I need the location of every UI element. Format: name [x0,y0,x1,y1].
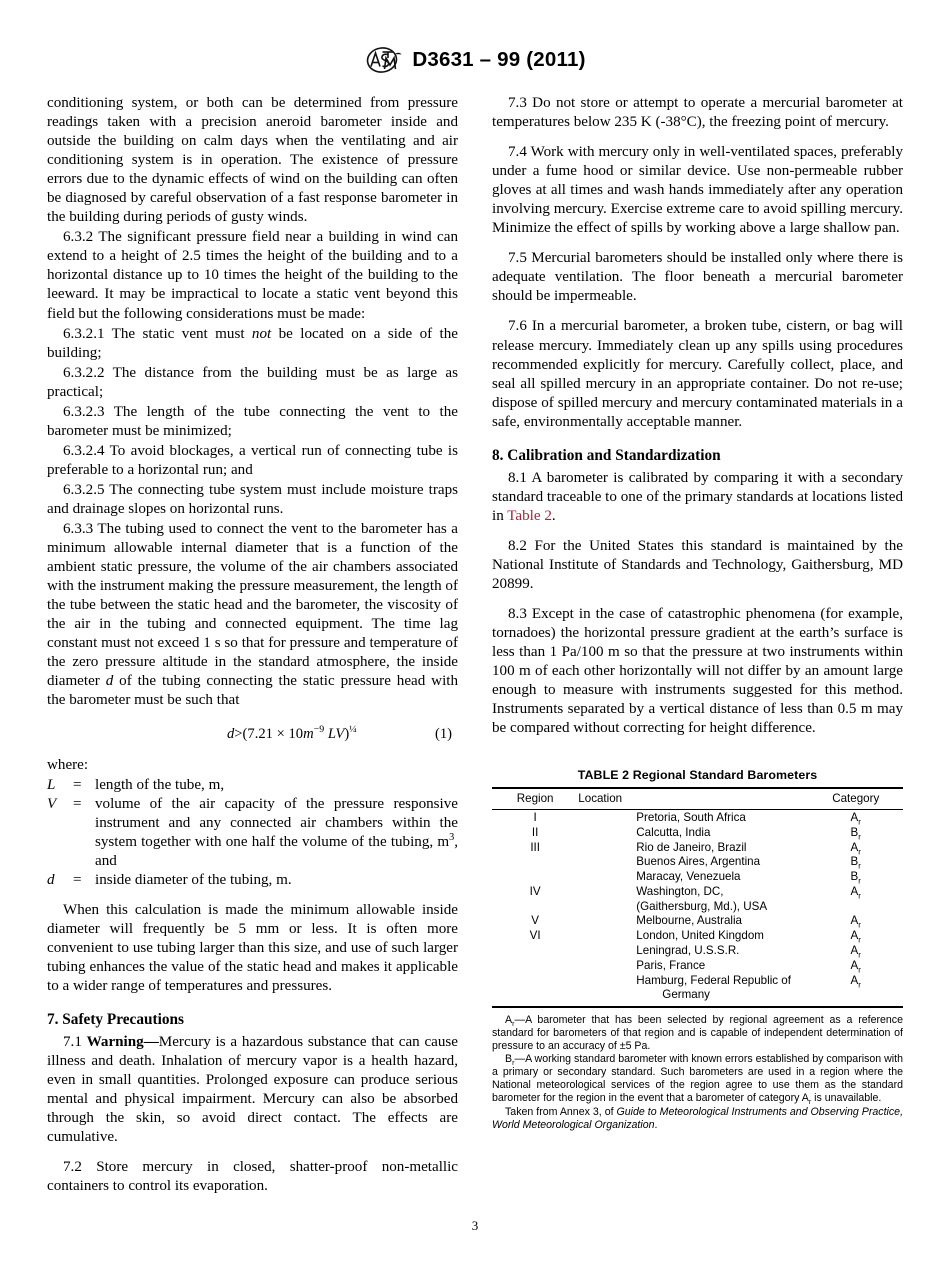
footnote-a [492,1014,903,1053]
cell-category [808,943,903,958]
cell-region: VI [529,929,541,943]
footnote-source-text-1: Taken from Annex 3, of [505,1105,617,1118]
category-letter: A [850,884,859,898]
cell-region: I [533,810,537,824]
footnote-a-text: —A barometer that has been selected by regional agreement as a reference standard for barometers of that region and is capable of independent determination of pressure to an accuracy of ±5 Pa. [492,1013,903,1053]
footnote-b-text-2: is unavailable. [811,1092,882,1105]
category-letter: B [850,825,859,839]
paragraph-8-3: 8.3 Except in the case of catastrophic phenomena (for example, tornadoes) the horizontal pressure gradient at the earth’s surface is less than 1 Pa/100 m so that the pressure at two instruments within 100 m of each other horizontally will not differ by an amount large enough to measure with instruments suggested for this method. Instruments separated by a vertical distance of less than 0.5 m may be compared without correcting for height difference. [492,606,903,737]
definition-row [47,871,458,890]
cell-region: IV [529,884,541,898]
cell-location: Buenos Aires, Argentina [636,855,761,869]
footnote-source-title: Guide to Meteorological Instruments and Observing Practice, World Meteorological Organization [492,1105,904,1131]
cell-location: Maracay, Venezuela [636,870,741,884]
category-letter: A [850,840,859,854]
footnote-b-symbol: B [505,1053,513,1066]
footnote-source [492,1106,903,1132]
paragraph-when-calculation: When this calculation is made the minimum allowable inside diameter will frequently be 5 mm or less. It is often more convenient to use tubing larger than this size, and use of such larger tubing enhances the value of the static head and makes it applicable to a wider range of temperatures and pressures. [47,901,458,995]
table-row [492,943,903,958]
category-subscript: r [858,920,861,930]
page-title: D3631 – 99 (2011) [412,48,586,71]
definition-equals: = [73,795,82,812]
p-633-symbol-d: d [105,673,114,690]
table-row [492,973,903,988]
category-letter: B [850,855,859,869]
equation-open-paren: ( [242,725,248,742]
table-row [492,840,903,855]
table-2-link[interactable]: Table 2 [507,507,552,524]
cell-category [808,884,903,899]
paragraph-7-6: 7.6 In a mercurial barometer, a broken tube, cistern, or bag will release mercury. Immediately clean up any spills using procedures recommended explicitly for mercury. Carefully collect, place, and seal all spilled mercury in an appropriate container. Do not re-use; dispose of spilled mercury and mercury contaminated materials in a safe, environmentally acceptable manner. [492,318,903,430]
table-row-continuation [492,988,903,1007]
cell-location: Leningrad, U.S.S.R. [636,943,740,957]
category-subscript: r [858,832,861,842]
cell-region [492,869,578,884]
paragraph-7-4: 7.4 Work with mercury only in well-ventilated spaces, preferably under a fume hood or similar device. Use non-permeable rubber gloves at all times and wash hands immediately after any operation involving mercury. Exercise extreme care to avoid spilling mercury. Minimize the effect of spills by working above a large shallow pan. [492,144,903,237]
equation-exponent: −9 [313,723,325,735]
p-6321-part-b: be located on a side of the building; [47,325,458,361]
where-label: where: [47,756,89,773]
category-letter: A [850,958,859,972]
paragraph-6-3-2-4: 6.3.2.4 To avoid blockages, a vertical run of connecting tube is preferable to a horizontal run; and [47,442,458,478]
cell-region [492,988,578,1007]
footnote-b-subscript: r [512,1058,515,1068]
p-81-part-a: 8.1 A barometer is calibrated by comparing it with a secondary standard traceable to one of the primary standards at locations listed in [492,469,903,524]
category-letter: A [850,810,859,824]
equation-close-paren: ) [344,725,350,742]
cell-category [808,840,903,855]
equation-coefficient: 7.21 [247,725,273,742]
category-letter: A [850,914,859,928]
column-header-region: Region [492,788,578,810]
paragraph-6-3-2-1 [47,325,458,363]
p-6321-emphasis: not [251,325,272,342]
equation-expression [227,724,357,744]
table-row [492,869,903,884]
equation-lhs: d [227,725,235,742]
paragraph-6-3-2: 6.3.2 The significant pressure field near a building in wind can extend to a height of 2.5 times the height of the building and to a horizontal distance up to 10 times the height of the building to the leeward. It may be impractical to locate a static vent beyond this field but the following considerations must be made: [47,229,458,322]
table-2 [492,787,903,1008]
heading-section-8: 8. Calibration and Standardization [492,446,721,464]
table-2-body [492,810,903,1007]
cell-location: Calcutta, India [636,825,711,839]
cell-region [492,855,578,870]
footnote-b [492,1053,903,1105]
heading-section-7: 7. Safety Precautions [47,1011,184,1029]
definition-row [47,776,458,795]
category-subscript: r [858,891,861,901]
definition-row [47,795,458,871]
cell-category [808,899,903,914]
paragraph-6-3-2-5: 6.3.2.5 The connecting tube system must include moisture traps and drainage slopes on horizontal runs. [47,481,458,517]
p-633-part-b: of the tubing connecting the static pressure head with the barometer must be such that [47,673,458,709]
definition-symbol: V [47,795,57,812]
definition-text: inside diameter of the tubing, m. [95,871,292,888]
category-subscript: r [858,935,861,945]
cell-region [492,958,578,973]
table-row [492,958,903,973]
cubic-exponent: 3 [449,831,455,843]
paragraph-7-3: 7.3 Do not store or attempt to operate a mercurial barometer at temperatures below 235 K (-38°C), the freezing point of mercury. [492,95,903,131]
p-71-warning-label: Warning— [86,1034,159,1051]
footnote-b-subscript-2: r [808,1097,812,1107]
cell-category [808,914,903,929]
definition-symbol: d [47,871,55,888]
p-6321-part-a: 6.3.2.1 The static vent must [63,325,252,342]
category-subscript: r [858,876,861,886]
p-71-text: Mercury is a hazardous substance that can cause illness and death. Inhalation of mercury vapor is a health hazard, even in small quantities. Prolonged exposure can produce serious mental and physical impairment. Mercury can also be absorbed through the skin, so avoid direct contact. The effects are cumulative. [47,1034,458,1146]
cell-location: Melbourne, Australia [636,914,742,928]
cell-category [808,958,903,973]
equation-vars: LV [327,725,345,742]
cell-region [492,899,578,914]
definition-symbol: L [47,776,56,793]
left-column [47,94,458,1196]
footnote-source-text-2: . [654,1118,658,1131]
p-633-part-a: 6.3.3 The tubing used to connect the vent to the barometer has a minimum allowable internal diameter that is a function of the ambient static pressure, the volume of the air chambers associated with the instrument making the pressure measurement, the length of the tube between the static head and the barometer, the viscosity of the air in the tubing and connected equipment. The time lag constant must not exceed 1 s so that for pressure and temperature of the zero pressure altitude in the standard atmosphere, the inside diameter [47,521,458,690]
cell-location: Rio de Janeiro, Brazil [636,840,747,854]
category-subscript: r [858,979,861,989]
category-subscript: r [858,965,861,975]
cell-location-continuation: Germany [578,988,808,1007]
cell-category [808,810,903,825]
right-column [492,94,903,1196]
category-letter: A [850,943,859,957]
cell-category [808,988,903,1007]
category-subscript: r [858,817,861,827]
paragraph-6-3-2-3: 6.3.2.3 The length of the tube connecting the vent to the barometer must be minimized; [47,403,458,439]
cell-region: V [531,914,540,928]
cell-category [808,869,903,884]
table-2-block [492,768,903,1131]
page-header [0,46,950,74]
equation-number: (1) [434,725,452,742]
footnote-a-subscript: r [512,1019,515,1029]
equation-unit: m [303,725,314,742]
category-subscript: r [858,950,861,960]
cell-location: Paris, France [636,958,706,972]
definition-text: volume of the air capacity of the pressure responsive instrument and any connected air chambers within the system together with one half the volume of the tubing, $m^3$, and [95,795,458,869]
column-header-location: Location [578,788,808,810]
definition-text: length of the tube, m, [95,776,225,793]
cell-region: III [530,840,540,854]
p-81-part-b: . [551,507,556,524]
table-row [492,884,903,899]
paragraph-7-5: 7.5 Mercurial barometers should be installed only where there is adequate ventilation. The floor beneath a mercurial barometer should be impermeable. [492,250,903,305]
cell-category [808,855,903,870]
paragraph-continued: conditioning system, or both can be determined from pressure readings taken with a precision aneroid barometer inside and outside the building on calm days when the ventilating and air conditioning system is in operation. The existence of pressure errors due to the dynamic effects of wind on the building can often be diagnosed by careful observation of a fast response barometer in the building during periods of gusty winds. [47,95,458,226]
table-row-continuation [492,899,903,914]
cell-location: Hamburg, Federal Republic of [636,973,791,987]
astm-logo-icon [364,46,402,74]
table-row [492,825,903,840]
cell-category [808,973,903,988]
body-columns [47,94,903,1196]
page-number: 3 [471,1218,479,1233]
definition-list [47,776,458,890]
paragraph-8-2: 8.2 For the United States this standard is maintained by the National Institute of Standards and Technology, Gaithersburg, MD 20899. [492,537,903,592]
table-row [492,929,903,944]
equation-1 [47,724,458,744]
cell-location: Washington, DC, [636,884,724,898]
equation-operator: > [234,725,243,742]
p-71-number: 7.1 [63,1034,87,1051]
cell-location: London, United Kingdom [636,929,764,943]
table-header-row [492,788,903,810]
paragraph-7-2: 7.2 Store mercury in closed, shatter-proof non-metallic containers to control its evaporation. [47,1159,458,1195]
column-header-category: Category [808,788,903,810]
definition-equals: = [73,871,82,888]
table-row [492,914,903,929]
table-2-caption: TABLE 2 Regional Standard Barometers [577,768,818,783]
table-2-footnotes [492,1014,903,1132]
paragraph-7-1 [47,1033,458,1147]
equation-base: 10 [288,725,304,742]
footnote-b-text-1: —A working standard barometer with known errors established by comparison with a primary or secondary standard. Such barometers are used in a region where the National meteorological services of the region agree to use them as the standard barometer for the region in the event that a barometer of category A [492,1053,903,1105]
table-row [492,855,903,870]
category-letter: A [850,929,859,943]
cell-location: Pretoria, South Africa [636,810,746,824]
cell-region: II [531,825,539,839]
cell-location-continuation: (Gaithersburg, Md.), USA [636,899,768,913]
footnote-a-symbol: A [505,1013,513,1026]
paragraph-8-1 [492,469,903,526]
equation-power: ¼ [349,723,357,735]
category-letter: A [850,973,859,987]
paragraph-6-3-3 [47,520,458,710]
table-row [492,810,903,825]
category-subscript: r [858,846,861,856]
table-2-head [492,788,903,810]
category-subscript: r [858,861,861,871]
category-letter: B [850,870,859,884]
equation-times-sign: × [276,725,285,742]
paragraph-6-3-2-2: 6.3.2.2 The distance from the building must be as large as practical; [47,364,458,400]
cell-region [492,973,578,988]
definition-equals: = [73,776,82,793]
cell-category [808,929,903,944]
cell-region [492,943,578,958]
cell-category [808,825,903,840]
